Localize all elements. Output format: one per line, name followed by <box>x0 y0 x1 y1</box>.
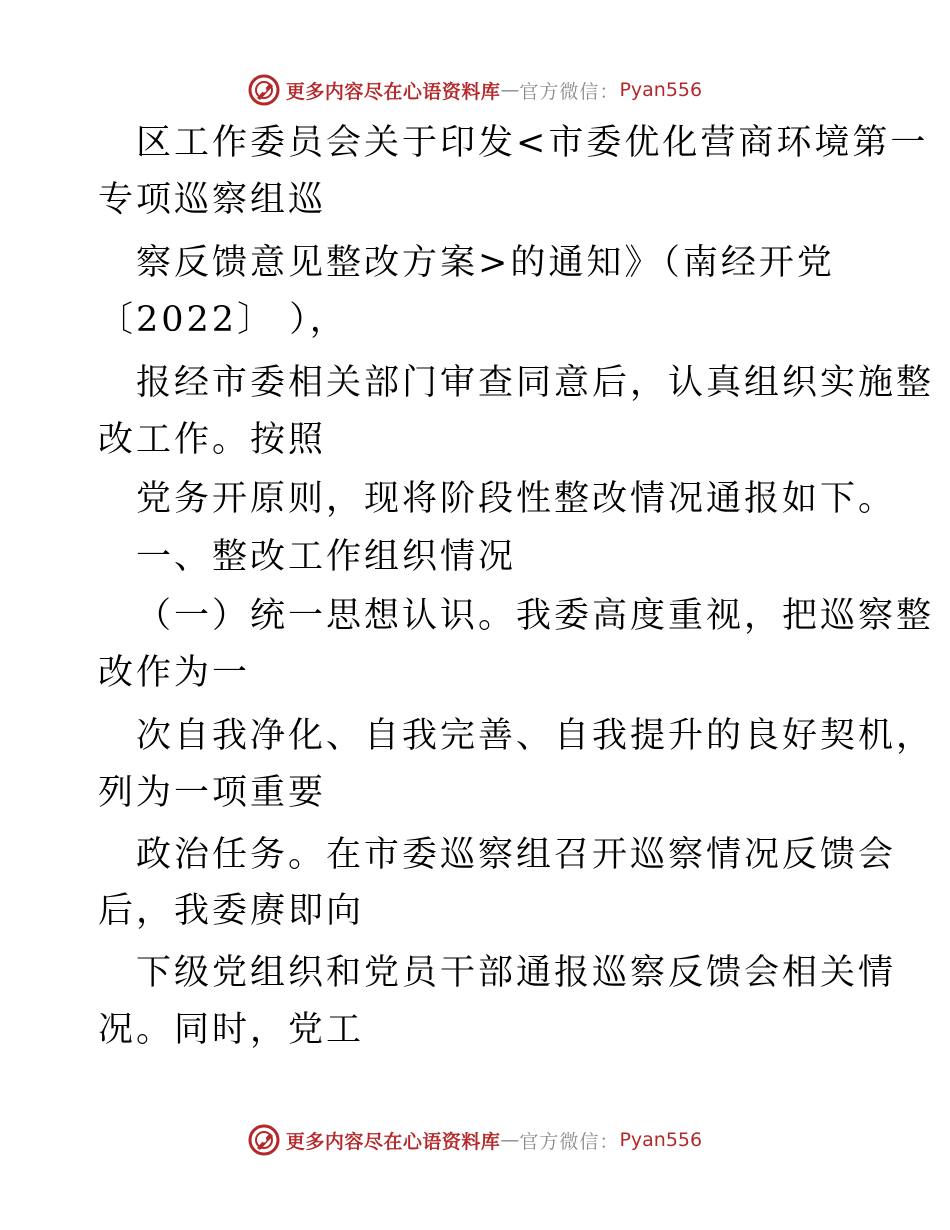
banner-separator: — <box>500 1129 520 1151</box>
logo-icon <box>248 1124 280 1156</box>
section-heading: 一、整改工作组织情况 <box>136 537 517 577</box>
body-line: 改工作。按照 <box>98 420 327 460</box>
body-line: 政治任务。在市委巡察组召开巡察情况反馈会 <box>136 835 897 875</box>
body-line: 次自我净化、自我完善、自我提升的良好契机， <box>136 716 935 756</box>
body-line: 改作为一 <box>98 653 251 693</box>
footer-banner <box>0 1120 950 1160</box>
banner-text: 更多内容尽在心语资料库 <box>285 80 501 103</box>
body-line: 列为一项重要 <box>98 773 327 813</box>
body-line: 察反馈意见整改方案>的通知》（南经开党 <box>136 243 835 283</box>
body-line: 区工作委员会关于印发<市委优化营商环境第一 <box>136 123 929 163</box>
banner-wechat-id: Pyan556 <box>619 79 703 101</box>
body-line: 后，我委赓即向 <box>98 891 365 931</box>
banner-wechat-label: 官方微信： <box>519 1130 620 1153</box>
banner-wechat-id: Pyan556 <box>619 1129 703 1151</box>
body-line: 下级党组织和党员干部通报巡察反馈会相关情 <box>136 953 897 993</box>
banner-wechat-label: 官方微信： <box>519 80 620 103</box>
body-line: 报经市委相关部门审查同意后，认真组织实施整 <box>136 363 935 403</box>
header-banner <box>0 70 950 110</box>
banner-text: 更多内容尽在心语资料库 <box>285 1130 501 1153</box>
banner-separator: — <box>500 79 520 101</box>
body-line: 党务开原则，现将阶段性整改情况通报如下。 <box>136 479 897 519</box>
body-line: 〔2022〕 ）， <box>98 300 348 340</box>
body-line: 况。同时，党工 <box>98 1010 365 1050</box>
body-line: 专项巡察组巡 <box>98 180 327 220</box>
logo-icon <box>248 74 280 106</box>
body-line: （一）统一思想认识。我委高度重视，把巡察整 <box>136 596 935 636</box>
